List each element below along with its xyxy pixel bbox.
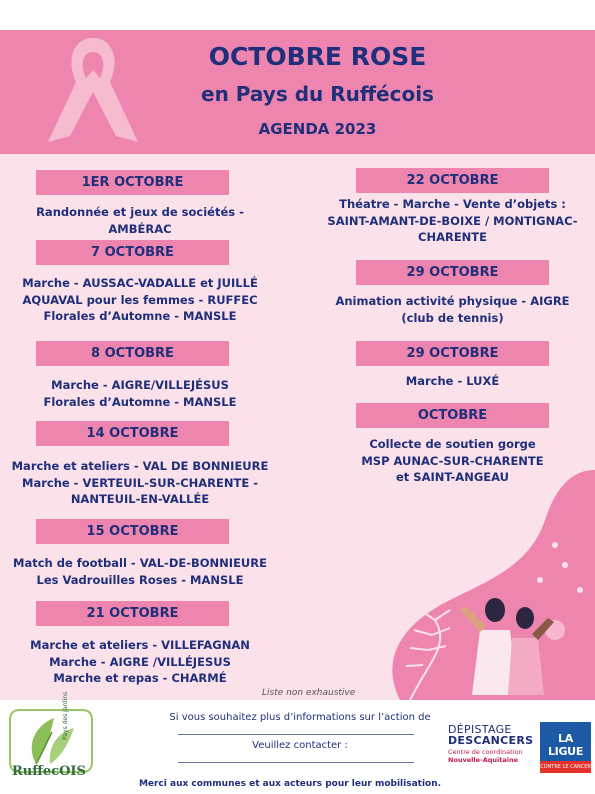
event-line: Collecte de soutien gorge	[369, 437, 536, 451]
la-ligue-logo	[540, 722, 591, 773]
event-text-left-4	[4, 458, 276, 508]
event-line: Marche - LUXÉ	[405, 374, 500, 388]
event-line: Marche et ateliers - VILLEFAGNAN	[30, 638, 250, 652]
depistage-line: Centre de coordination	[448, 748, 523, 756]
list-note: Liste non exhaustive	[262, 688, 356, 698]
event-line: Marche et ateliers - VAL DE BONNIEURE	[11, 459, 269, 473]
event-line: Animation activité physique - AIGRE	[335, 294, 570, 308]
date-band-right-2: 29 OCTOBRE	[356, 260, 549, 285]
decorative-blob-illustration	[340, 470, 595, 700]
depistage-line: Nouvelle-Aquitaine	[448, 755, 519, 764]
event-line: SAINT-AMANT-DE-BOIXE / MONTIGNAC-	[327, 213, 578, 228]
agenda-label: AGENDA 2023	[258, 120, 377, 138]
depistage-line: DESCANCERS	[448, 734, 534, 747]
event-line: AMBÉRAC	[108, 221, 172, 236]
event-line: Théatre - Marche - Vente d’objets :	[339, 197, 566, 211]
date-band-left-2: 7 OCTOBRE	[36, 240, 229, 265]
event-line: Les Vadrouilles Roses - MANSLE	[36, 572, 244, 587]
ligue-subtitle: CONTRE LE CANCER	[540, 761, 591, 773]
top-white-bar	[0, 0, 595, 30]
event-text-left-6	[4, 637, 276, 687]
event-line: Marche - AIGRE /VILLÉJESUS	[49, 654, 231, 669]
date-band-right-3: 29 OCTOBRE	[356, 341, 549, 366]
event-line: Marche et repas - CHARMÉ	[53, 671, 227, 685]
event-text-right-4	[310, 436, 595, 486]
event-line: Marche - VERTEUIL-SUR-CHARENTE -	[22, 475, 258, 490]
event-line: AQUAVAL pour les femmes - RUFFEC	[22, 292, 258, 307]
event-text-left-3	[4, 377, 276, 410]
depistage-line: DÉPISTAGE	[448, 723, 512, 736]
date-band-left-4: 14 OCTOBRE	[36, 421, 229, 446]
footer-line	[178, 762, 414, 763]
event-text-left-5	[4, 555, 276, 588]
event-line: Marche - AUSSAC-VADALLE et JUILLÉ	[22, 276, 258, 290]
event-line: (club de tennis)	[401, 310, 504, 325]
event-line: CHARENTE	[418, 230, 487, 244]
event-text-left-1	[4, 204, 276, 237]
event-line: Marche - AIGRE/VILLEJÉSUS	[51, 378, 229, 392]
event-text-right-3	[310, 373, 595, 390]
event-line: Florales d’Automne - MANSLE	[43, 309, 237, 323]
page-subtitle: en Pays du Ruffécois	[201, 82, 434, 106]
event-line: NANTEUIL-EN-VALLÉE	[70, 492, 210, 506]
page-title: OCTOBRE ROSE	[208, 42, 427, 71]
date-band-left-3: 8 OCTOBRE	[36, 341, 229, 366]
event-text-right-2	[310, 293, 595, 326]
event-text-left-2	[4, 275, 276, 325]
event-line: MSP AUNAC-SUR-CHARENTE	[361, 453, 544, 468]
date-band-left-1: 1ER OCTOBRE	[36, 170, 229, 195]
logo-side-text: Pays des jardins	[62, 691, 69, 740]
event-line: Match de football - VAL-DE-BONNIEURE	[13, 556, 267, 570]
depistage-logo	[448, 724, 540, 763]
footer-line	[178, 734, 414, 735]
event-line: Florales d’Automne - MANSLE	[43, 394, 237, 409]
footer-thanks: Merci aux communes et aux acteurs pour leur mobilisation.	[138, 779, 442, 789]
date-band-left-6: 21 OCTOBRE	[36, 601, 229, 626]
footer-contact-text: Veuillez contacter :	[252, 740, 348, 751]
event-line: Randonnée et jeux de sociétés -	[36, 205, 244, 219]
date-band-left-5: 15 OCTOBRE	[36, 519, 229, 544]
footer-info-text: Si vous souhaitez plus d’informations sur l’action de	[169, 712, 431, 723]
event-text-right-1	[310, 196, 595, 246]
event-line: et SAINT-ANGEAU	[395, 470, 510, 484]
date-band-right-1: 22 OCTOBRE	[356, 168, 549, 193]
ligue-title: LA LIGUE	[547, 732, 584, 758]
logo-text: RuffecOIS	[12, 764, 86, 779]
date-band-right-4: OCTOBRE	[356, 403, 549, 428]
